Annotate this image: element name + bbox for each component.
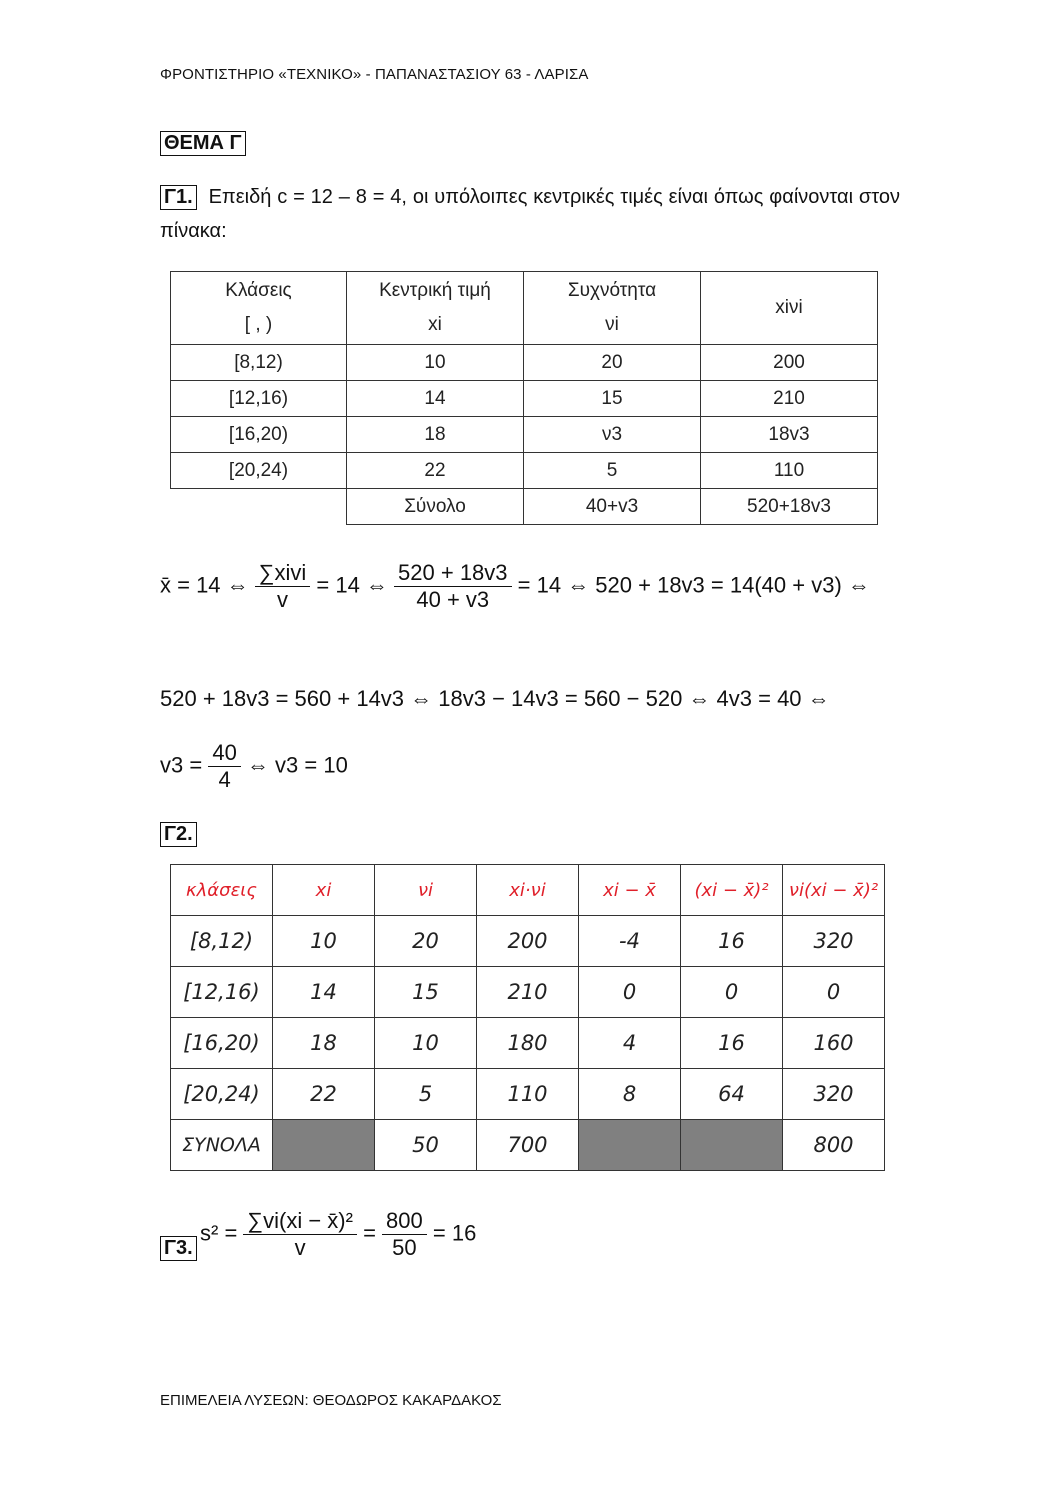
- cell: [8,12): [171, 916, 273, 967]
- cell: 50: [375, 1120, 477, 1171]
- table-header-row: [171, 865, 885, 916]
- fraction: [394, 560, 511, 613]
- denominator: v: [277, 587, 289, 612]
- g3-label: Γ3.: [160, 1236, 197, 1261]
- table-row: [171, 345, 878, 381]
- cell-blank: [171, 489, 347, 525]
- table-total-row: [171, 489, 878, 525]
- fraction: [255, 560, 310, 613]
- cell: 20: [375, 916, 477, 967]
- cell: 40+v3: [524, 489, 701, 525]
- equation-result: [160, 740, 348, 793]
- g2-section: [160, 822, 197, 847]
- cell: 18: [273, 1018, 375, 1069]
- cell: 15: [375, 967, 477, 1018]
- fraction: [208, 740, 240, 793]
- cell: 0: [681, 967, 783, 1018]
- header-cell: (xi − x̄)²: [681, 865, 783, 916]
- cell: 8: [579, 1069, 681, 1120]
- header-cell: νi(xi − x̄)²: [783, 865, 885, 916]
- table-row: [171, 1069, 885, 1120]
- cell: [20,24): [171, 1069, 273, 1120]
- table-row: [171, 453, 878, 489]
- cell: 110: [477, 1069, 579, 1120]
- g1-text: Επειδή c = 12 – 8 = 4, οι υπόλοιπες κεντρικές τιμές είναι όπως φαίνονται στον πίνακα:: [160, 186, 900, 242]
- cell: 18: [347, 417, 524, 453]
- table-row: [171, 1018, 885, 1069]
- eq-part: = 16: [432, 1220, 477, 1246]
- table-row: [171, 967, 885, 1018]
- cell: 110: [701, 453, 878, 489]
- cell: 5: [375, 1069, 477, 1120]
- cell: [16,20): [171, 1018, 273, 1069]
- cell: 15: [524, 381, 701, 417]
- header-frequency: Συχνότητα νi: [524, 272, 701, 345]
- cell: 210: [477, 967, 579, 1018]
- cell: 5: [524, 453, 701, 489]
- totals-label: ΣΥΝΟΛΑ: [171, 1120, 273, 1171]
- cell: 320: [783, 1069, 885, 1120]
- cell: 64: [681, 1069, 783, 1120]
- cell: -4: [579, 916, 681, 967]
- table-row: [171, 381, 878, 417]
- cell: 10: [347, 345, 524, 381]
- page-header: ΦΡΟΝΤΙΣΤΗΡΙΟ «ΤΕΧΝΙΚΟ» - ΠΑΠΑΝΑΣΤΑΣΙΟΥ 63 - ΛΑΡΙΣΑ: [160, 66, 589, 83]
- table-row: [171, 916, 885, 967]
- g1-paragraph: [160, 180, 900, 248]
- cell: 14: [347, 381, 524, 417]
- page-footer: ΕΠΙΜΕΛΕΙΑ ΛΥΣΕΩΝ: ΘΕΟΔΩΡΟΣ ΚΑΚΑΡΔΑΚΟΣ: [160, 1392, 502, 1409]
- cell: 200: [701, 345, 878, 381]
- total-label: Σύνολο: [347, 489, 524, 525]
- cell: 22: [273, 1069, 375, 1120]
- header-product: xiνi: [701, 272, 878, 345]
- cell: 520+18v3: [701, 489, 878, 525]
- cell: 700: [477, 1120, 579, 1171]
- equation-variance: [200, 1208, 476, 1261]
- cell: 4: [579, 1018, 681, 1069]
- table-header-row: [171, 272, 878, 345]
- g1-label: Γ1.: [160, 185, 197, 210]
- numerator: 800: [382, 1208, 427, 1235]
- cell: 800: [783, 1120, 885, 1171]
- table-total-row: [171, 1120, 885, 1171]
- fraction: [382, 1208, 427, 1261]
- numerator: 40: [208, 740, 240, 767]
- cell: 16: [681, 916, 783, 967]
- cell: 14: [273, 967, 375, 1018]
- cell: ν3: [524, 417, 701, 453]
- header-cell: xi·νi: [477, 865, 579, 916]
- shaded-cell: [579, 1120, 681, 1171]
- eq-part: ⇔ v3 = 10: [246, 752, 348, 778]
- eq-part: v3 =: [160, 752, 203, 778]
- denominator: 4: [218, 767, 231, 792]
- cell: 18v3: [701, 417, 878, 453]
- cell: 0: [579, 967, 681, 1018]
- topic-title: [160, 131, 246, 156]
- cell: [12,16): [171, 967, 273, 1018]
- numerator: ∑xivi: [255, 560, 310, 587]
- header-cell: νi: [375, 865, 477, 916]
- eq-part: = 14 ⇔ 520 + 18v3 = 14(40 + v3) ⇔: [517, 572, 870, 598]
- g3-section: [160, 1236, 197, 1261]
- denominator: 50: [392, 1235, 417, 1260]
- shaded-cell: [681, 1120, 783, 1171]
- variance-table: [170, 864, 885, 1171]
- cell: [12,16): [171, 381, 347, 417]
- shaded-cell: [273, 1120, 375, 1171]
- numerator: 520 + 18v3: [394, 560, 511, 587]
- cell: 160: [783, 1018, 885, 1069]
- topic-title-box: ΘΕΜΑ Γ: [160, 131, 246, 156]
- equation-solve: 520 + 18v3 = 560 + 14v3 ⇔ 18v3 − 14v3 = 560 − 520 ⇔ 4v3 = 40 ⇔: [160, 686, 830, 711]
- eq-part: s² =: [200, 1220, 238, 1246]
- cell: 0: [783, 967, 885, 1018]
- cell: [20,24): [171, 453, 347, 489]
- header-cell: κλάσεις: [171, 865, 273, 916]
- header-cell: xi: [273, 865, 375, 916]
- cell: 22: [347, 453, 524, 489]
- frequency-table: [170, 271, 878, 525]
- fraction: [243, 1208, 357, 1261]
- eq-part: = 14 ⇔: [316, 572, 388, 598]
- equation-mean: [160, 560, 870, 613]
- eq-part: =: [363, 1220, 376, 1246]
- cell: 10: [375, 1018, 477, 1069]
- eq-part: x̄ = 14 ⇔: [160, 572, 249, 598]
- denominator: v: [294, 1235, 306, 1260]
- cell: 180: [477, 1018, 579, 1069]
- g2-label: Γ2.: [160, 822, 197, 847]
- table-row: [171, 417, 878, 453]
- cell: 20: [524, 345, 701, 381]
- numerator: ∑vi(xi − x̄)²: [243, 1208, 357, 1235]
- cell: 16: [681, 1018, 783, 1069]
- cell: 10: [273, 916, 375, 967]
- header-cell: xi − x̄: [579, 865, 681, 916]
- header-classes: Κλάσεις [ , ): [171, 272, 347, 345]
- header-center-value: Κεντρική τιμή xi: [347, 272, 524, 345]
- cell: [16,20): [171, 417, 347, 453]
- cell: 200: [477, 916, 579, 967]
- cell: [8,12): [171, 345, 347, 381]
- denominator: 40 + v3: [416, 587, 490, 612]
- cell: 320: [783, 916, 885, 967]
- cell: 210: [701, 381, 878, 417]
